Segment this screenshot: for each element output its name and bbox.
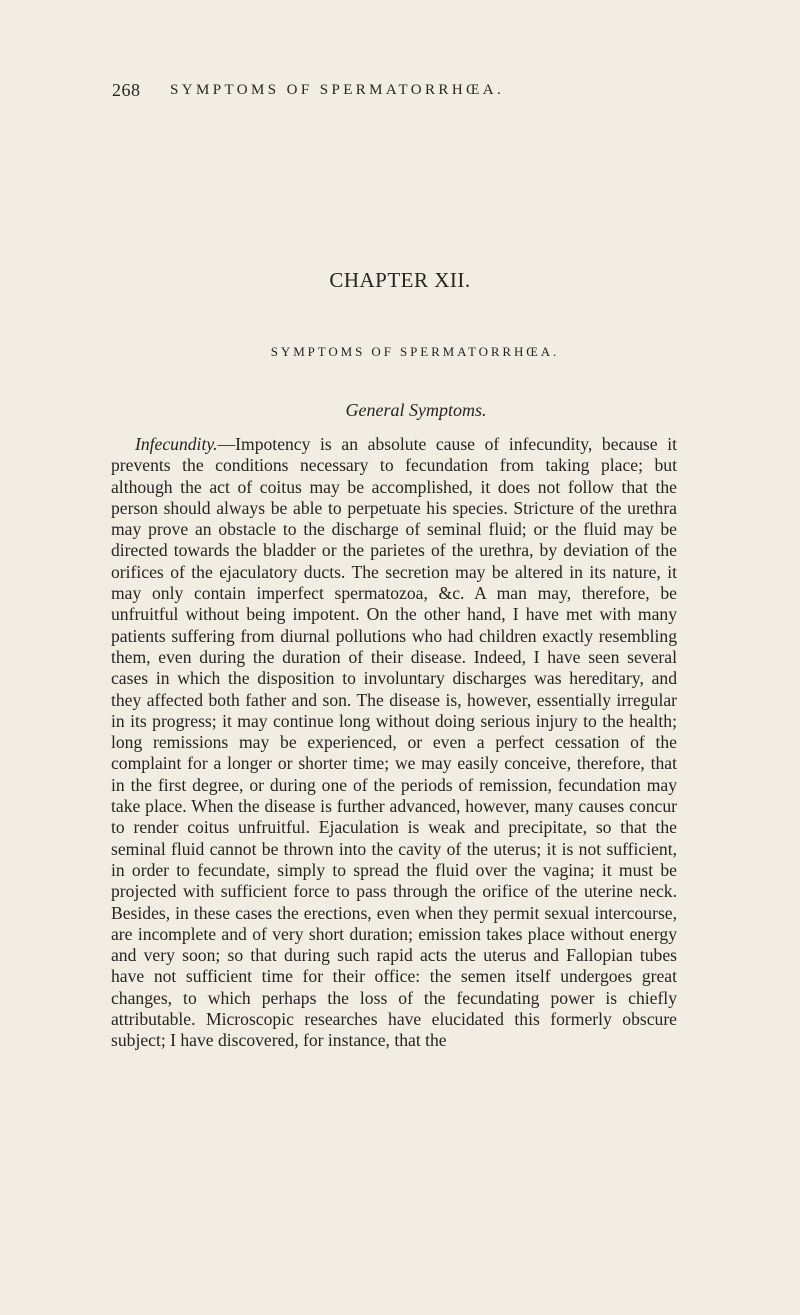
section-heading: General Symptoms. <box>345 400 487 420</box>
chapter-title: CHAPTER XII. <box>329 268 471 292</box>
run-in-heading: Infecundity. <box>135 434 218 454</box>
running-title: SYMPTOMS OF SPERMATORRHŒA. <box>170 82 505 98</box>
paragraph-text: —Impotency is an absolute cause of infecundity, because it prevents the conditions necessary to fecundation from taking place; but although the act of coitus may be accomplished, it does not follow that the person should always be able to perpetuate his species. Stricture of the urethra may prove an obstacle to the discharge of seminal fluid; or the fluid may be directed towards the bladder or the parietes of the urethra, by deviation of the orifices of the ejaculatory ducts. The secretion may be altered in its nature, it may only contain imperfect spermatozoa, &c. A man may, therefore, be unfruitful without being impotent. On the other hand, I have met with many patients suffering from diurnal pollutions who had children exactly resembling them, even during the duration of their disease. Indeed, I have seen several cases in which the disposition to involuntary discharges was hereditary, and they affected both father and son. The disease is, however, essentially irregular in its progress; it may continue long without doing serious injury to the health; long remissions may be experienced, or even a perfect cessation of the complaint for a longer or shorter time; we may easily conceive, therefore, that in the first degree, or during one of the periods of remission, fecundation may take place. When the disease is further advanced, however, many causes concur to render coitus unfruitful. Ejaculation is weak and precipitate, so that the seminal fluid cannot be thrown into the cavity of the uterus; it is not sufficient, in order to fecundate, simply to spread the fluid over the vagina; it must be projected with sufficient force to pass through the orifice of the uterine neck. Besides, in these cases the erections, even when they permit sexual intercourse, are incomplete and of very short duration; emission takes place without energy and very soon; so that during such rapid acts the uterus and Fallopian tubes have not sufficient time for their office: the semen itself undergoes great changes, to which perhaps the loss of the fecundating power is chiefly attributable. Microscopic researches have elucidated this formerly obscure subject; I have discovered, for instance, that the <box>111 434 677 1051</box>
chapter-subtitle: SYMPTOMS OF SPERMATORRHŒA. <box>270 344 560 359</box>
body-paragraph <box>111 434 677 1052</box>
page-number: 268 <box>112 80 141 100</box>
running-head <box>112 80 712 110</box>
